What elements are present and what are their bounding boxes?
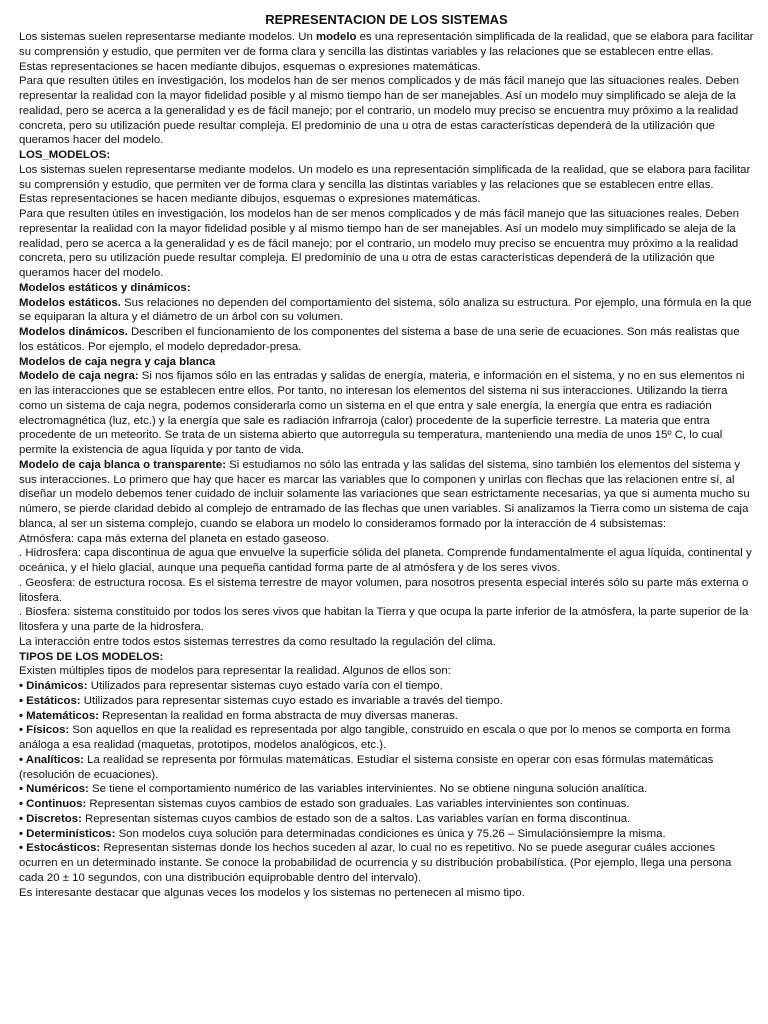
text-run: Estas representaciones se hacen mediante dibujos, esquemas o expresiones matemáticas.: [19, 193, 481, 206]
paragraph: [19, 679, 754, 694]
bold-text: • Continuos:: [19, 798, 87, 810]
text-run: Los sistemas suelen representarse mediante modelos. Un: [19, 31, 316, 43]
paragraph: [19, 753, 754, 783]
paragraph: [19, 841, 754, 885]
text-run: . Geosfera: de estructura rocosa. Es el sistema terrestre de mayor volumen, para nosotros presenta especial interés sólo su parte más externa o litosfera.: [19, 576, 749, 604]
text-run: Para que resulten útiles en investigación, los modelos han de ser menos complicados y de más fácil manejo que las situaciones reales. Deben representar la realidad con la mayor fidelidad posible y al mismo tiempo han de ser manejables. Así un modelo muy simplificado se aleja de la realidad, pero se acerca a la generalidad y es de fácil manejo; por el contrario, un modelo muy preciso se encuentra muy próximo a la realidad concreta, pero su utilización puede resultar compleja. El predominio de una u otra de estas características dependerá de la utilización que queramos hacer del modelo.: [19, 75, 739, 147]
bold-text: • Analíticos:: [19, 753, 84, 766]
paragraph: [19, 192, 754, 207]
paragraph: [19, 650, 754, 665]
paragraph: [19, 709, 754, 724]
paragraph: [19, 369, 754, 458]
paragraph: [19, 886, 754, 901]
text-run: Sus relaciones no dependen del comportamiento del sistema, sólo analiza su estructura. Por ejemplo, una fórmula en la que se equiparan la altura y el diámetro de un árbol con su volumen.: [19, 296, 752, 324]
paragraph: [19, 664, 754, 679]
paragraph: [19, 30, 754, 60]
bold-text: Modelo de caja negra:: [19, 370, 139, 383]
bold-text: • Físicos:: [19, 724, 70, 737]
paragraph: [19, 782, 754, 797]
paragraph: [19, 635, 754, 650]
bold-text: • Estocásticos:: [19, 842, 101, 855]
text-run: Utilizados para representar sistemas cuyo estado es invariable a través del tiempo.: [80, 694, 503, 707]
bold-text: Modelo de caja blanca o transparente:: [19, 458, 226, 471]
bold-text: • Determinísticos:: [19, 827, 116, 840]
text-run: Los sistemas suelen representarse mediante modelos. Un modelo es una representación simplificada de la realidad, que se elabora para facilitar su comprensión y estudio, que permiten ver de forma clara y sencilla las distintas variables y las relaciones que se establecen entre ellas.: [19, 163, 751, 191]
text-run: Atmósfera: capa más externa del planeta en estado gaseoso.: [19, 532, 330, 545]
paragraph: [19, 325, 754, 355]
bold-text: LOS_MODELOS:: [19, 149, 111, 161]
bold-text: • Matemáticos:: [19, 709, 99, 722]
text-run: . Hidrosfera: capa discontinua de agua que envuelve la superficie sólida del planeta. Comprende fundamentalmente el agua líquida, continental y oceánica, y el hielo glacial, aunque una pequeña cantidad forma parte de al atmósfera y de los seres vivos.: [19, 547, 752, 574]
paragraph: [19, 281, 754, 296]
paragraph: [19, 458, 754, 532]
text-run: Es interesante destacar que algunas veces los modelos y los sistemas no pertenecen al mismo tipo.: [19, 886, 525, 899]
text-run: es una representación simplificada de la realidad, que se elabora para facilitar su comprensión y estudio, que permiten ver de forma clara y sencilla las distintas variables y las relaciones que se establecen entre ellas.: [19, 31, 754, 58]
paragraph: [19, 355, 754, 370]
paragraph: [19, 74, 754, 148]
paragraph: [19, 163, 754, 193]
text-run: La realidad se representa por fórmulas matemáticas. Estudiar el sistema consiste en operar con esas fórmulas matemáticas (resolución de ecuaciones).: [19, 753, 714, 781]
paragraph: [19, 546, 754, 576]
bold-text: Modelos estáticos.: [19, 296, 121, 309]
text-run: Representan sistemas donde los hechos suceden al azar, lo cual no es repetitivo. No se puede asegurar cuáles acciones ocurren en un determinado instante. Se conoce la probabilidad de ocurrencia y su distribución probabilística. (Por ejemplo, llega una persona cada 20 ± 10 segundos, con una distribución equiprobable dentro del intervalo).: [19, 842, 732, 884]
bold-text: • Discretos:: [19, 812, 82, 825]
text-run: Son modelos cuya solución para determinadas condiciones es única y 75.26 – Simulaciónsiempre la misma.: [115, 827, 666, 840]
text-run: Son aquellos en que la realidad es representada por algo tangible, construido en escala o que por lo menos se comporta en forma análoga a esa realidad (maquetas, prototipos, modelos analógicos, etc.).: [19, 724, 731, 751]
document-body: [19, 30, 754, 900]
text-run: Utilizados para representar sistemas cuyo estado varía con el tiempo.: [87, 680, 443, 692]
paragraph: [19, 296, 754, 326]
text-run: Representan sistemas cuyos cambios de estado son de a saltos. Las variables varían en forma discontinua.: [81, 812, 631, 825]
paragraph: [19, 532, 754, 547]
text-run: La interacción entre todos estos sistemas terrestres da como resultado la regulación del clima.: [19, 635, 496, 648]
text-run: Se tiene el comportamiento numérico de las variables intervinientes. No se obtiene ninguna solución analítica.: [88, 783, 648, 796]
bold-text: Modelos dinámicos.: [19, 326, 128, 338]
bold-text: • Estáticos:: [19, 694, 81, 707]
paragraph: [19, 576, 754, 606]
bold-text: TIPOS DE LOS MODELOS:: [19, 650, 164, 663]
text-run: Describen el funcionamiento de los componentes del sistema a base de una serie de ecuaciones. Son más realistas que los estáticos. Por ejemplo, el modelo depredador-presa.: [19, 326, 740, 353]
paragraph: [19, 605, 754, 635]
text-run: Existen múltiples tipos de modelos para representar la realidad. Algunos de ellos son:: [19, 665, 451, 678]
text-run: Representan sistemas cuyos cambios de estado son graduales. Las variables intervinientes son continuas.: [86, 798, 630, 810]
bold-text: modelo: [315, 31, 357, 43]
text-run: Si estudiamos no sólo las entrada y las salidas del sistema, sino también los elementos del sistema y sus interacciones. Lo primero que hay que hacer es marcar las variables que lo componen y unirlas con flechas que las relacionen entre sí, al diseñar un modelo debemos tener cuidado de incluir solamente las variaciones que sean estrictamente necesarias, ya que si aumenta mucho su número, se pierde claridad debido al complejo de entramado de las flechas que unen variables. Si analizamos la Tierra como un sistema de caja blanca, al ser un sistema complejo, cuando se elabora un modelo lo consideramos formado por la interacción de 4 subsistemas:: [19, 458, 750, 530]
bold-text: Modelos estáticos y dinámicos:: [19, 281, 191, 294]
bold-text: • Dinámicos:: [19, 680, 88, 692]
paragraph: [19, 148, 754, 163]
paragraph: [19, 723, 754, 753]
paragraph: [19, 694, 754, 709]
text-run: . Biosfera: sistema constituido por todos los seres vivos que habitan la Tierra y que ocupa la parte inferior de la atmósfera, la parte superior de la litosfera y una parte de la hidrosfera.: [19, 606, 749, 633]
paragraph: [19, 60, 754, 75]
paragraph: [19, 797, 754, 812]
text-run: Estas representaciones se hacen mediante dibujos, esquemas o expresiones matemáticas.: [19, 60, 481, 73]
bold-text: Modelos de caja negra y caja blanca: [19, 355, 216, 368]
text-run: Para que resulten útiles en investigación, los modelos han de ser menos complicados y de más fácil manejo que las situaciones reales. Deben representar la realidad con la mayor fidelidad posible y al mismo tiempo han de ser manejables. Así un modelo muy simplificado se aleja de la realidad, pero se acerca a la generalidad y es de fácil manejo; por el contrario, un modelo muy preciso se encuentra muy próximo a la realidad concreta, pero su utilización puede resultar compleja. El predominio de una u otra de estas características dependerá de la utilización que queramos hacer del modelo.: [19, 208, 739, 279]
paragraph: [19, 827, 754, 842]
text-run: Representan la realidad en forma abstracta de muy diversas maneras.: [98, 709, 458, 722]
document-title: REPRESENTACION DE LOS SISTEMAS: [265, 12, 508, 27]
paragraph: [19, 207, 754, 281]
text-run: Si nos fijamos sólo en las entradas y salidas de energía, materia, e información en el sistema, y no en sus elementos ni en las interacciones que se establecen entre ellos. Por tanto, no interesan los elementos del sistema ni sus interacciones. Utilizando la tierra como un sistema de caja negra, podemos considerarla como un sistema en el que entra y sale energía, la energía que entra es radiación electromagnética (luz, etc.) y la energía que sale es radiación infrarroja (calor) procedente de la superficie terrestre. La materia que entra procedente de un meteorito. Se trata de un sistema abierto que autorregula su temperatura, manteniendo una media de unos 15º C, lo cual permite la existencia de agua líquida y por tanto de vida.: [19, 370, 745, 456]
bold-text: • Numéricos:: [19, 783, 89, 796]
paragraph: [19, 812, 754, 827]
